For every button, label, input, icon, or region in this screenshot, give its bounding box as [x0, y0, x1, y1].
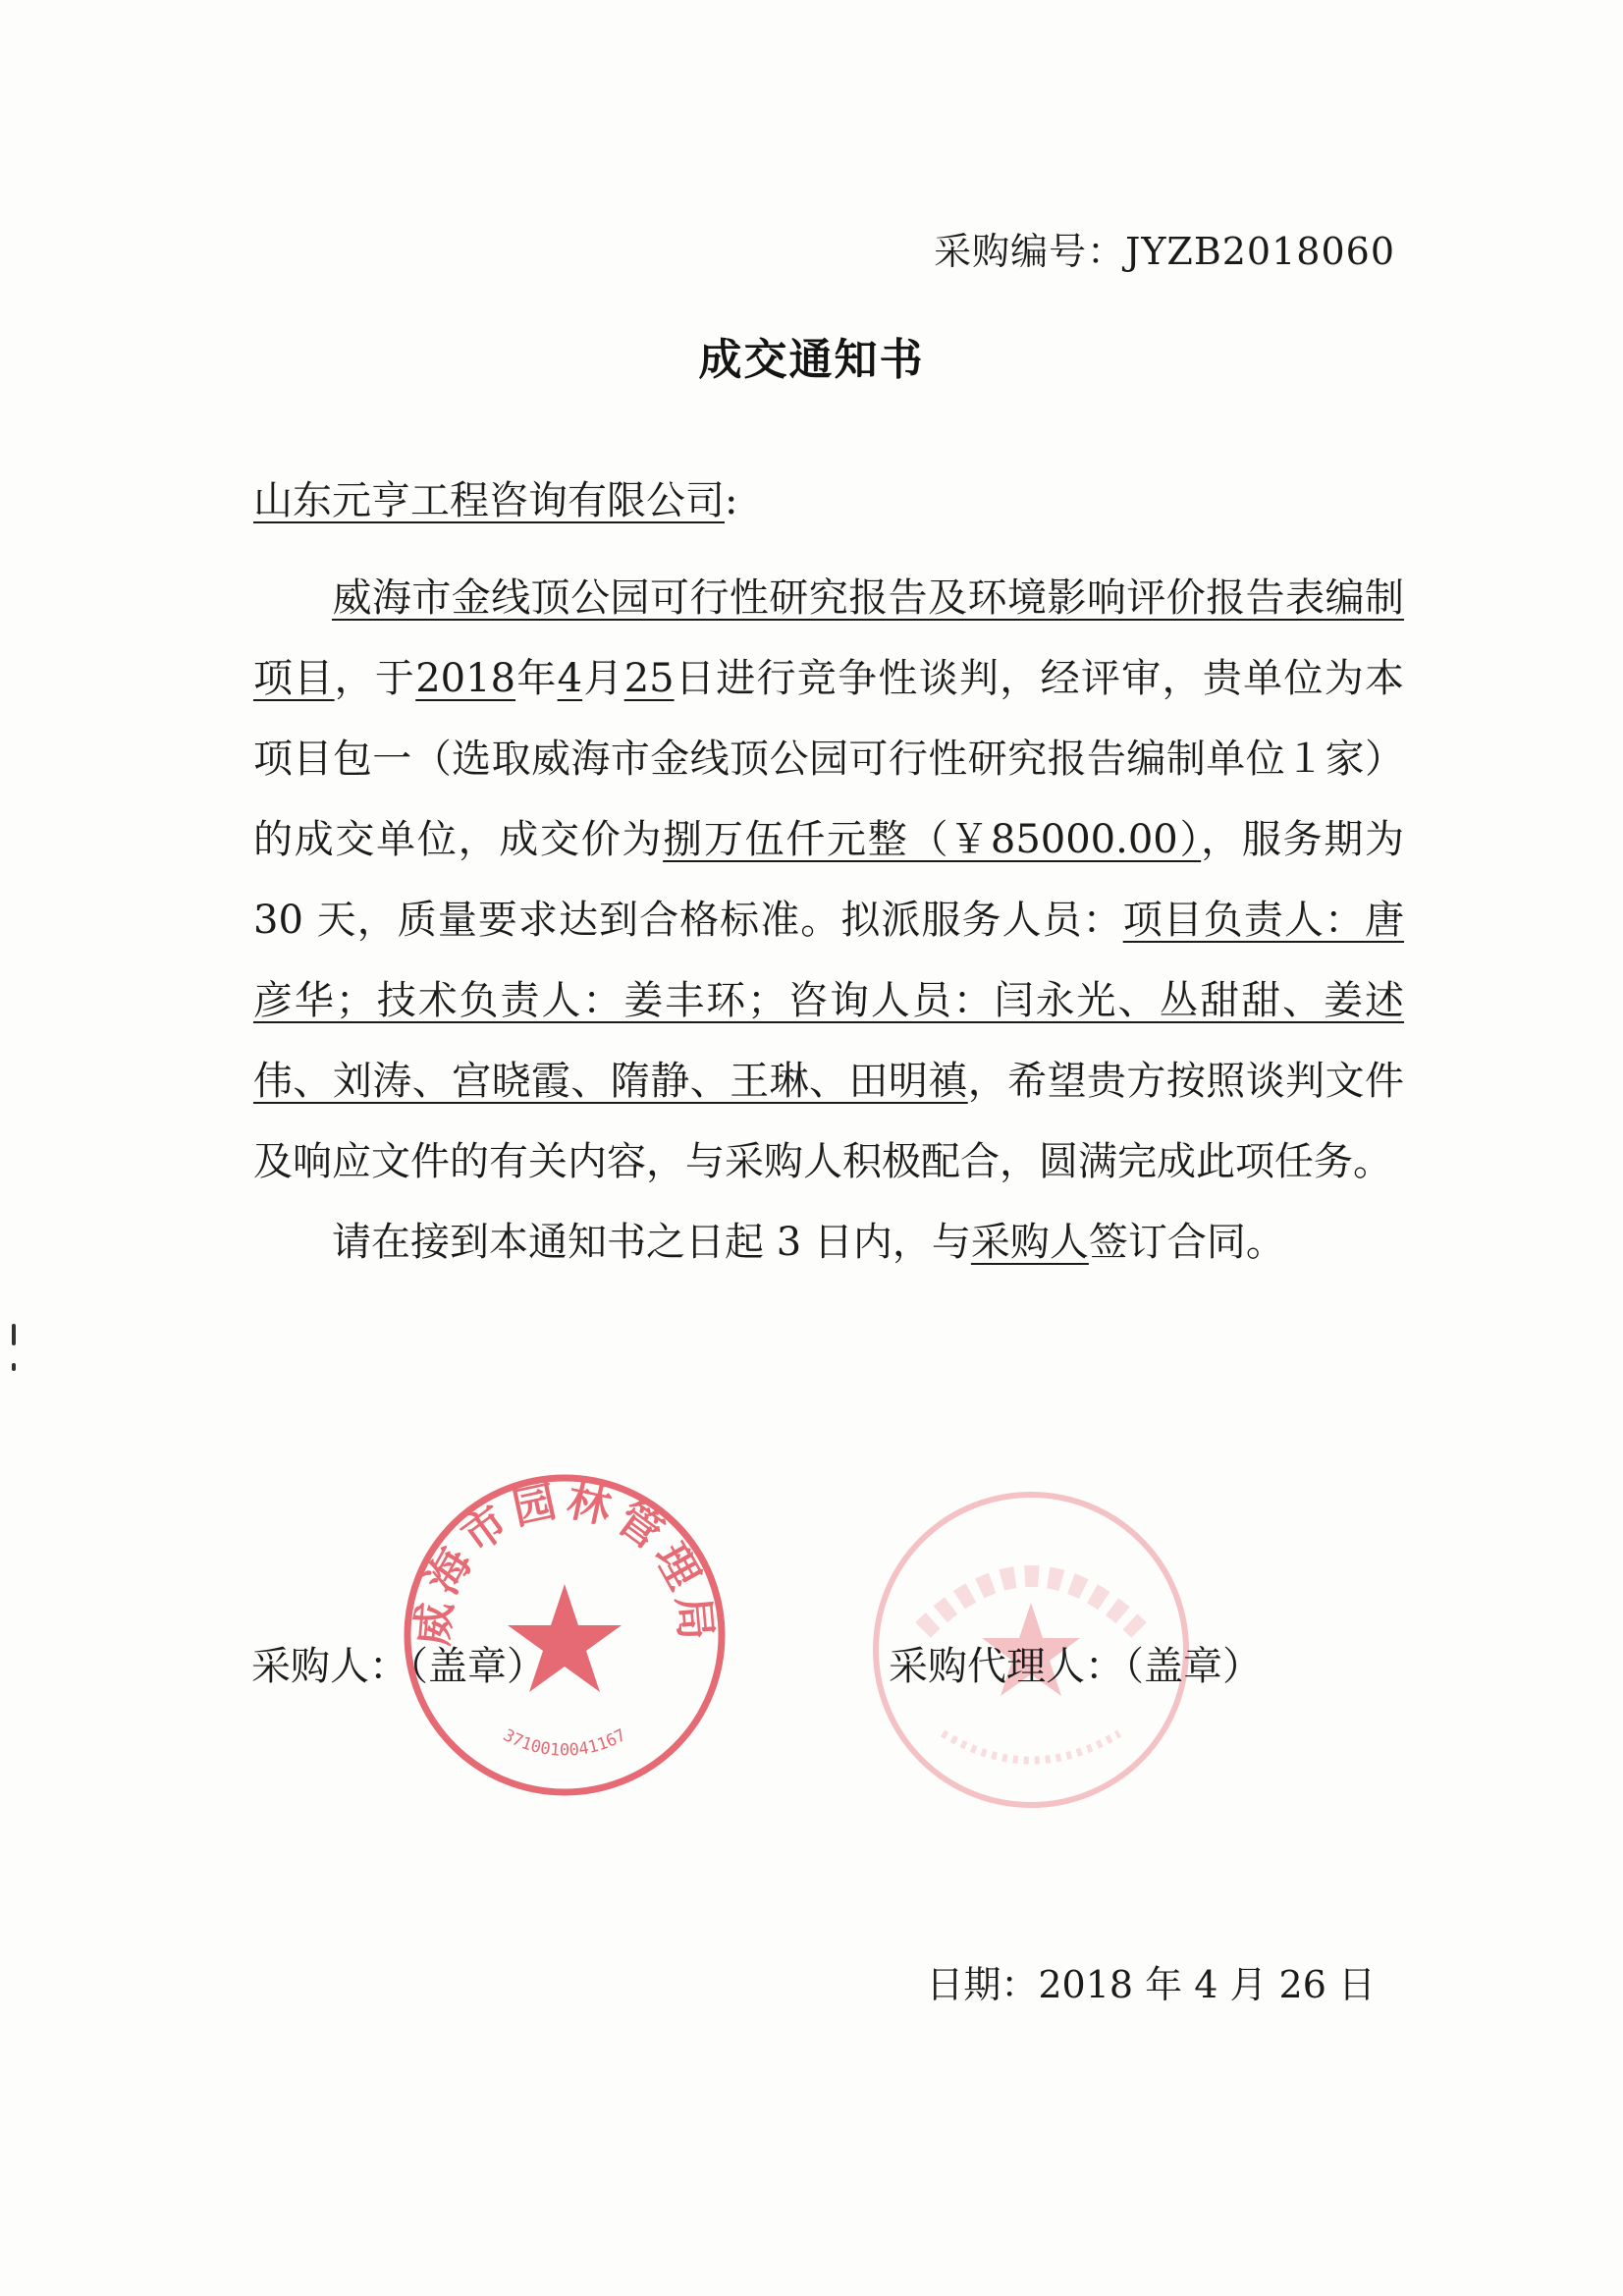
- agent-signature-line: 采购代理人：（盖章）: [889, 1644, 1262, 1689]
- scan-speck: [12, 1363, 16, 1371]
- notice-body: [253, 558, 1404, 1283]
- procurement-number-label: 采购编号：: [934, 230, 1126, 273]
- procurement-number: [934, 221, 1395, 275]
- date-label: 日期：: [926, 1963, 1039, 2006]
- document-title: 成交通知书: [698, 335, 925, 385]
- negotiation-month: 4: [557, 656, 583, 701]
- seal-code: 3710010041167: [499, 1725, 630, 1761]
- issue-date: [926, 1954, 1376, 2008]
- negotiation-year: 2018: [415, 656, 516, 701]
- seal-illegible-code: [943, 1733, 1119, 1761]
- scan-speck: [12, 1324, 16, 1345]
- addressee-colon: :: [725, 478, 738, 523]
- negotiation-day: 25: [623, 656, 675, 701]
- date-value: 2018 年 4 月 26 日: [1038, 1963, 1376, 2006]
- addressee: [253, 469, 737, 525]
- procurement-number-value: JYZB2018060: [1125, 230, 1395, 273]
- project-name: 威海市金线顶公园可行性研究报告及环境影响评价报告表编制项目: [253, 575, 1404, 701]
- addressee-name: 山东元亨工程咨询有限公司: [253, 478, 725, 523]
- award-price: 捌万伍仟元整（￥85000.00）: [663, 817, 1202, 862]
- purchaser-signature-line: 采购人：（盖章）: [251, 1644, 546, 1689]
- paragraph-contract: 请在接到本通知书之日起 3 日内，与采购人签订合同。: [332, 1220, 1285, 1265]
- assigned-staff: 项目负责人：唐彦华；技术负责人：姜丰环；咨询人员：闫永光、丛甜甜、姜述伟、刘涛、宫晓霞、隋静、王琳、田明禛: [253, 898, 1404, 1104]
- paragraph-award: 威海市金线顶公园可行性研究报告及环境影响评价报告表编制项目，于2018年4月25日进行竞争性谈判，经评审，贵单位为本项目包一（选取威海市金线顶公园可行性研究报告编制单位１家）的成交单位，成交价为捌万伍仟元整（￥85000.00），服务期为 30 天，质量要求达到合格标准。拟派服务人员：项目负责人：唐彦华；技术负责人：姜丰环；咨询人员：闫永光、丛甜甜、姜述伟、刘涛、宫晓霞、隋静、王琳、田明禛，希望贵方按照谈判文件及响应文件的有关内容，与采购人积极配合，圆满完成此项任务。: [253, 575, 1405, 1184]
- seal-text: 威海市园林管理局: [407, 1475, 722, 1648]
- contract-party: 采购人: [970, 1220, 1089, 1265]
